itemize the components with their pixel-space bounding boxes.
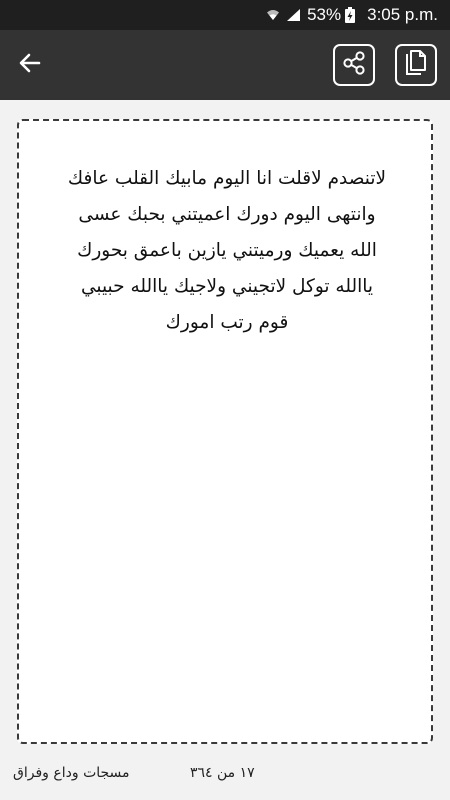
copy-button[interactable] [395, 44, 437, 86]
message-card [17, 119, 433, 744]
category-name: مسجات وداع وفراق [13, 765, 130, 781]
footer [0, 755, 450, 793]
message-counter: ١٧ من ٣٦٤ [190, 765, 255, 781]
signal-icon [286, 8, 301, 22]
share-icon [341, 50, 367, 80]
toolbar [0, 30, 450, 100]
battery-percentage: 53% [307, 5, 342, 24]
status-bar [0, 0, 450, 30]
share-button[interactable] [333, 44, 375, 86]
wifi-icon [266, 8, 280, 22]
message-text: لاتنصدم لاقلت انا اليوم مابيك القلب عافك وانتهى اليوم دورك اعميتني بحبك عسى الله يعميك ورميتني يازين باعمق بحورك ياالله توكل لاتجيني ولاجيك ياالله حبيبي قوم رتب امورك [67, 168, 387, 333]
back-arrow-icon [19, 53, 41, 77]
battery-charging-icon [345, 7, 355, 23]
clock: 3:05 p.m. [367, 5, 438, 24]
copy-icon [403, 49, 429, 81]
back-button[interactable] [10, 45, 50, 85]
